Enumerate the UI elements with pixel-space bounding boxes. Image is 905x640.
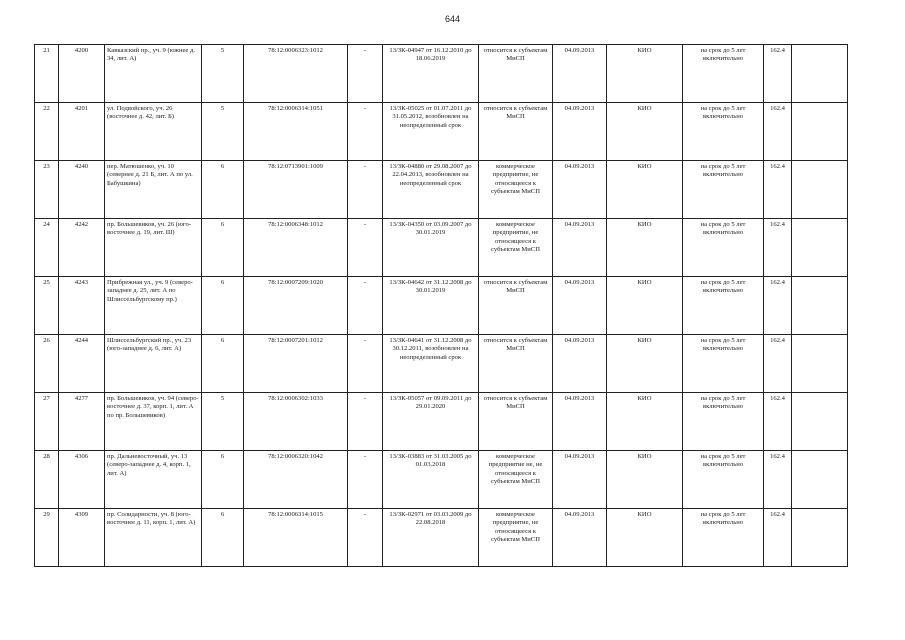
cell-rate: 162.4 (764, 335, 792, 393)
cell-rate: 162.4 (764, 219, 792, 277)
cell-note (792, 277, 848, 335)
cell-authority: КИО (607, 161, 683, 219)
cell-plot-id: 4244 (59, 335, 105, 393)
cell-owner-category: коммерческое предприятие не, не относящееся к субъектам МиСП (479, 451, 553, 509)
cell-date: 04.09.2013 (553, 219, 607, 277)
cell-dash: - (348, 219, 383, 277)
cell-term: на срок до 5 лет включительно (683, 277, 764, 335)
cell-row-number: 29 (35, 509, 59, 567)
cell-rate: 162.4 (764, 161, 792, 219)
cell-cadastral-number: 78:12:0006302:1033 (244, 393, 348, 451)
cell-plot-id: 4243 (59, 277, 105, 335)
table-row (35, 161, 848, 219)
cell-plot-id: 4201 (59, 103, 105, 161)
cell-authority: КИО (607, 451, 683, 509)
cell-cadastral-number: 78:12:0006348:1012 (244, 219, 348, 277)
cell-row-number: 23 (35, 161, 59, 219)
cell-dash: - (348, 161, 383, 219)
cell-term: на срок до 5 лет включительно (683, 393, 764, 451)
cell-term: на срок до 5 лет включительно (683, 161, 764, 219)
cell-zone: 6 (202, 509, 244, 567)
cell-authority: КИО (607, 393, 683, 451)
cell-cadastral-number: 78:12:0006314:1015 (244, 509, 348, 567)
cell-zone: 6 (202, 219, 244, 277)
cell-address: пер. Матюшенко, уч. 10 (севернее д. 21 Б, лит. А по ул. Бабушкина) (105, 161, 202, 219)
cell-row-number: 25 (35, 277, 59, 335)
cell-note (792, 335, 848, 393)
cell-zone: 6 (202, 451, 244, 509)
cell-address: Прибрежная ул., уч. 9 (северо-западнее д. 25, лит. А по Шлиссельбургскому пр.) (105, 277, 202, 335)
cell-note (792, 161, 848, 219)
cell-note (792, 509, 848, 567)
page-number: 644 (444, 14, 461, 24)
cell-zone: 6 (202, 161, 244, 219)
cell-zone: 5 (202, 103, 244, 161)
cell-cadastral-number: 78:12:0007209:1020 (244, 277, 348, 335)
cell-plot-id: 4277 (59, 393, 105, 451)
cell-row-number: 26 (35, 335, 59, 393)
table-row (35, 219, 848, 277)
cell-dash: - (348, 277, 383, 335)
cell-cadastral-number: 78:12:0713901:1009 (244, 161, 348, 219)
land-plot-register-table (34, 44, 848, 567)
cell-date: 04.09.2013 (553, 393, 607, 451)
table-row (35, 393, 848, 451)
cell-authority: КИО (607, 45, 683, 103)
cell-zone: 6 (202, 335, 244, 393)
cell-term: на срок до 5 лет включительно (683, 45, 764, 103)
cell-note (792, 103, 848, 161)
cell-address: Шлиссельбургский пр., уч. 23 (юго-западнее д. 6, лит. А) (105, 335, 202, 393)
table-row (35, 509, 848, 567)
cell-rate: 162.4 (764, 451, 792, 509)
cell-row-number: 21 (35, 45, 59, 103)
cell-date: 04.09.2013 (553, 45, 607, 103)
cell-plot-id: 4240 (59, 161, 105, 219)
cell-term: на срок до 5 лет включительно (683, 335, 764, 393)
cell-rate: 162.4 (764, 509, 792, 567)
cell-date: 04.09.2013 (553, 161, 607, 219)
table-body (35, 45, 848, 567)
cell-note (792, 393, 848, 451)
cell-date: 04.09.2013 (553, 103, 607, 161)
cell-date: 04.09.2013 (553, 451, 607, 509)
cell-address: пр. Солидарности, уч. 8 (юго-восточнее д. 11, корп. 1, лит. А) (105, 509, 202, 567)
cell-row-number: 22 (35, 103, 59, 161)
cell-dash: - (348, 393, 383, 451)
cell-plot-id: 4242 (59, 219, 105, 277)
cell-rate: 162.4 (764, 277, 792, 335)
cell-address: Кавказский пр., уч. 9 (южнее д. 34, лит. А) (105, 45, 202, 103)
cell-dash: - (348, 335, 383, 393)
cell-lease-agreement: 13/ЗК-05025 от 01.07.2011 до 31.05.2012, возобновлен на неопределенный срок (383, 103, 479, 161)
cell-term: на срок до 5 лет включительно (683, 219, 764, 277)
cell-rate: 162.4 (764, 45, 792, 103)
cell-term: на срок до 5 лет включительно (683, 509, 764, 567)
cell-owner-category: относится к субъектам МиСП (479, 393, 553, 451)
cell-note (792, 45, 848, 103)
table-row (35, 45, 848, 103)
cell-address: пр. Дальневосточный, уч. 13 (северо-западнее д. 4, корп. 1, лит. А) (105, 451, 202, 509)
table-row (35, 103, 848, 161)
cell-lease-agreement: 13/ЗК-04880 от 29.08.2007 до 22.04.2013, возобновлен на неопределенный срок (383, 161, 479, 219)
cell-lease-agreement: 13/ЗК-05057 от 09.09.2011 до 29.01.2020 (383, 393, 479, 451)
cell-lease-agreement: 13/ЗК-04947 от 16.12.2010 до 18.06.2019 (383, 45, 479, 103)
cell-zone: 5 (202, 45, 244, 103)
cell-rate: 162.4 (764, 103, 792, 161)
cell-authority: КИО (607, 509, 683, 567)
cell-note (792, 219, 848, 277)
cell-lease-agreement: 13/ЗК-02971 от 03.03.2009 до 22.08.2018 (383, 509, 479, 567)
cell-authority: КИО (607, 103, 683, 161)
cell-cadastral-number: 78:12:0006323:1012 (244, 45, 348, 103)
cell-note (792, 451, 848, 509)
cell-owner-category: относится к субъектам МиСП (479, 45, 553, 103)
cell-cadastral-number: 78:12:0006320:1042 (244, 451, 348, 509)
cell-cadastral-number: 78:12:0007201:1012 (244, 335, 348, 393)
cell-authority: КИО (607, 219, 683, 277)
cell-term: на срок до 5 лет включительно (683, 451, 764, 509)
cell-row-number: 24 (35, 219, 59, 277)
cell-owner-category: относится к субъектам МиСП (479, 103, 553, 161)
cell-zone: 5 (202, 393, 244, 451)
cell-dash: - (348, 451, 383, 509)
cell-zone: 6 (202, 277, 244, 335)
cell-plot-id: 4200 (59, 45, 105, 103)
cell-authority: КИО (607, 335, 683, 393)
cell-address: пр. Большевиков, уч. 26 (юго-восточнее д. 19, лит. Ш) (105, 219, 202, 277)
cell-owner-category: относится к субъектам МиСП (479, 277, 553, 335)
cell-plot-id: 4306 (59, 451, 105, 509)
cell-date: 04.09.2013 (553, 509, 607, 567)
cell-row-number: 28 (35, 451, 59, 509)
cell-date: 04.09.2013 (553, 277, 607, 335)
cell-plot-id: 4309 (59, 509, 105, 567)
cell-lease-agreement: 13/ЗК-04641 от 31.12.2008 до 30.12.2011, возобновлен на неопределенный срок (383, 335, 479, 393)
cell-lease-agreement: 13/ЗК-04642 от 31.12.2008 до 30.01.2019 (383, 277, 479, 335)
cell-owner-category: коммерческое предприятие, не относящееся к субъектам МиСП (479, 219, 553, 277)
cell-owner-category: относится к субъектам МиСП (479, 335, 553, 393)
cell-owner-category: коммерческое предприятие, не относящееся к субъектам МиСП (479, 161, 553, 219)
cell-row-number: 27 (35, 393, 59, 451)
cell-lease-agreement: 13/ЗК-03883 от 31.03.2005 до 01.03.2018 (383, 451, 479, 509)
cell-authority: КИО (607, 277, 683, 335)
table-row (35, 451, 848, 509)
cell-cadastral-number: 78:12:0006314:1051 (244, 103, 348, 161)
cell-date: 04.09.2013 (553, 335, 607, 393)
cell-dash: - (348, 103, 383, 161)
cell-dash: - (348, 509, 383, 567)
cell-lease-agreement: 13/ЗК-04350 от 03.09.2007 до 30.01.2019 (383, 219, 479, 277)
cell-rate: 162.4 (764, 393, 792, 451)
table-row (35, 277, 848, 335)
cell-term: на срок до 5 лет включительно (683, 103, 764, 161)
table-row (35, 335, 848, 393)
cell-address: пр. Большевиков, уч. 94 (северо-восточнее д. 37, корп. 1, лит. А по пр. Большевиков) (105, 393, 202, 451)
cell-dash: - (348, 45, 383, 103)
cell-address: ул. Подвойского, уч. 26 (восточнее д. 42, лит. Б) (105, 103, 202, 161)
cell-owner-category: коммерческое предприятие, не относящееся к субъектам МиСП (479, 509, 553, 567)
